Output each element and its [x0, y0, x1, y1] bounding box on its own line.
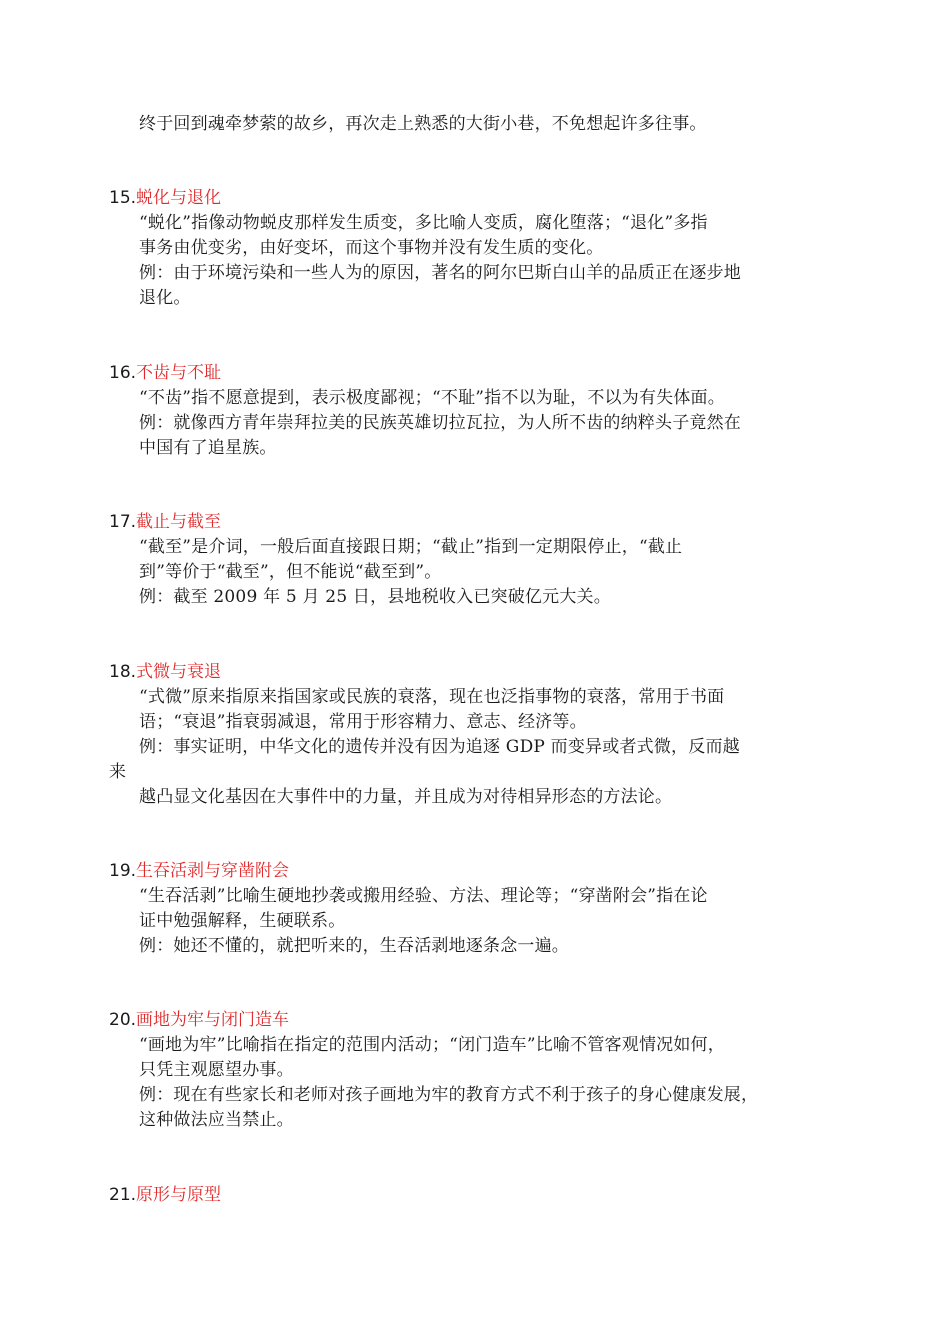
entry-term: 原形与原型	[136, 1185, 222, 1205]
entry-heading-20	[109, 1008, 289, 1033]
entry-line: 语；“衰退”指衰弱减退，常用于形容精力、意志、经济等。	[139, 712, 587, 732]
entry-term: 画地为牢与闭门造车	[136, 1010, 290, 1030]
entry-line: 事务由优变劣，由好变坏，而这个事物并没有发生质的变化。	[139, 238, 604, 258]
entry-number: 20.	[109, 1010, 137, 1030]
entry-line: “截至”是介词，一般后面直接跟日期；“截止”指到一定期限停止，“截止	[139, 537, 683, 557]
entry-line: “生吞活剥”比喻生硬地抄袭或搬用经验、方法、理论等；“穿凿附会”指在论	[139, 886, 708, 906]
entry-term: 截止与截至	[136, 512, 222, 532]
entry-example: 例：现在有些家长和老师对孩子画地为牢的教育方式不利于孩子的身心健康发展，	[139, 1085, 759, 1105]
entry-example: 中国有了追星族。	[139, 438, 277, 458]
entry-line: 证中勉强解释，生硬联系。	[139, 911, 346, 931]
entry-heading-19	[109, 859, 289, 884]
entry-line: 到”等价于“截至”，但不能说“截至到”。	[139, 562, 442, 582]
entry-heading-21	[109, 1183, 221, 1208]
entry-example: 这种做法应当禁止。	[139, 1110, 294, 1130]
entry-heading-15	[109, 186, 221, 211]
entry-term: 生吞活剥与穿凿附会	[136, 861, 290, 881]
entry-number: 19.	[109, 861, 137, 881]
entry-heading-17	[109, 510, 221, 535]
entry-example: 例：就像西方青年崇拜拉美的民族英雄切拉瓦拉，为人所不齿的纳粹头子竟然在	[139, 413, 741, 433]
entry-heading-16	[109, 361, 221, 386]
intro-line: 终于回到魂牵梦萦的故乡，再次走上熟悉的大街小巷，不免想起许多往事。	[139, 114, 707, 134]
entry-example: 退化。	[139, 288, 191, 308]
entry-example: 越凸显文化基因在大事件中的力量，并且成为对待相异形态的方法论。	[139, 787, 673, 807]
entry-line: “式微”原来指原来指国家或民族的衰落，现在也泛指事物的衰落，常用于书面	[139, 687, 725, 707]
entry-example: 例：事实证明，中华文化的遗传并没有因为追逐 GDP 而变异或者式微，反而越	[139, 737, 740, 757]
entry-heading-18	[109, 660, 221, 685]
entry-line: “不齿”指不愿意提到，表示极度鄙视；“不耻”指不以为耻，不以为有失体面。	[139, 388, 725, 408]
entry-number: 18.	[109, 662, 137, 682]
entry-number: 16.	[109, 363, 137, 383]
entry-term: 式微与衰退	[136, 662, 222, 682]
entry-line: 只凭主观愿望办事。	[139, 1060, 294, 1080]
entry-example: 例：她还不懂的，就把听来的，生吞活剥地逐条念一遍。	[139, 936, 569, 956]
entry-term: 不齿与不耻	[136, 363, 222, 383]
entry-number: 15.	[109, 188, 137, 208]
entry-number: 21.	[109, 1185, 137, 1205]
entry-line: “蜕化”指像动物蜕皮那样发生质变，多比喻人变质，腐化堕落；“退化”多指	[139, 213, 708, 233]
entry-example: 例：截至 2009 年 5 月 25 日，县地税收入已突破亿元大关。	[139, 587, 611, 607]
entry-line: “画地为牢”比喻指在指定的范围内活动；“闭门造车”比喻不管客观情况如何，	[139, 1035, 725, 1055]
entry-term: 蜕化与退化	[136, 188, 222, 208]
entry-number: 17.	[109, 512, 137, 532]
entry-example: 来	[109, 762, 127, 782]
entry-example: 例：由于环境污染和一些人为的原因，著名的阿尔巴斯白山羊的品质正在逐步地	[139, 263, 741, 283]
